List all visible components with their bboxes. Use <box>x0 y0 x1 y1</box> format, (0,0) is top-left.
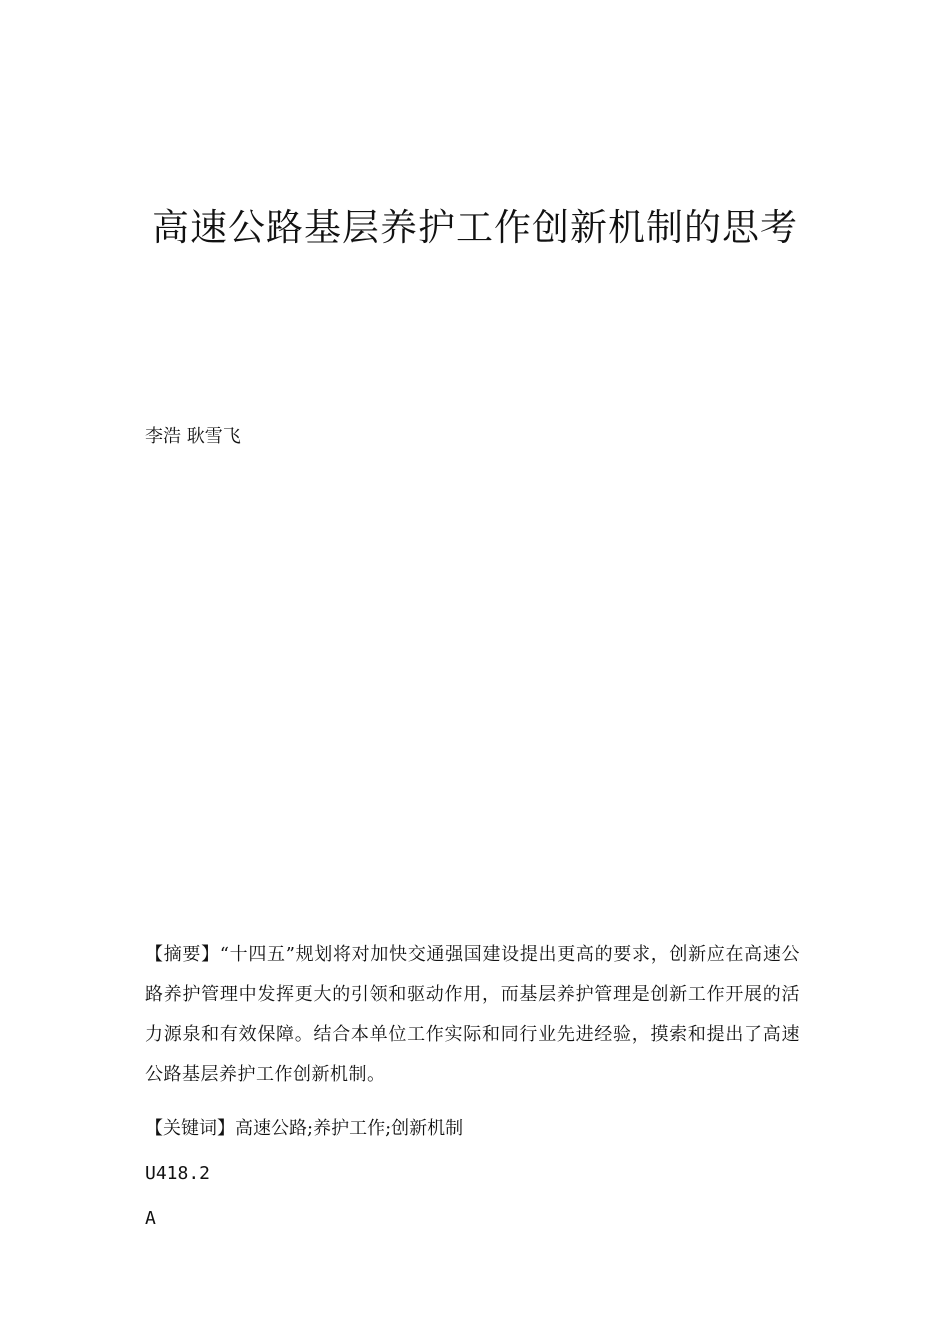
classification-number: U418.2 <box>145 1163 211 1184</box>
authors-line: 李浩 耿雪飞 <box>145 426 241 447</box>
document-title: 高速公路基层养护工作创新机制的思考 <box>152 206 798 249</box>
keywords-label: 【关键词】 <box>145 1118 235 1139</box>
keywords-line <box>145 1114 463 1144</box>
keywords-text: 高速公路;养护工作;创新机制 <box>235 1118 464 1139</box>
document-code: A <box>145 1208 156 1229</box>
abstract-text: “十四五”规划将对加快交通强国建设提出更高的要求，创新应在高速公路养护管理中发挥更大的引领和驱动作用，而基层养护管理是创新工作开展的活力源泉和有效保障。结合本单位工作实际和同行业先进经验，摸索和提出了高速公路基层养护工作创新机制。 <box>145 944 801 1085</box>
abstract-label: 【摘要】 <box>145 944 220 965</box>
abstract-paragraph <box>145 935 800 1095</box>
